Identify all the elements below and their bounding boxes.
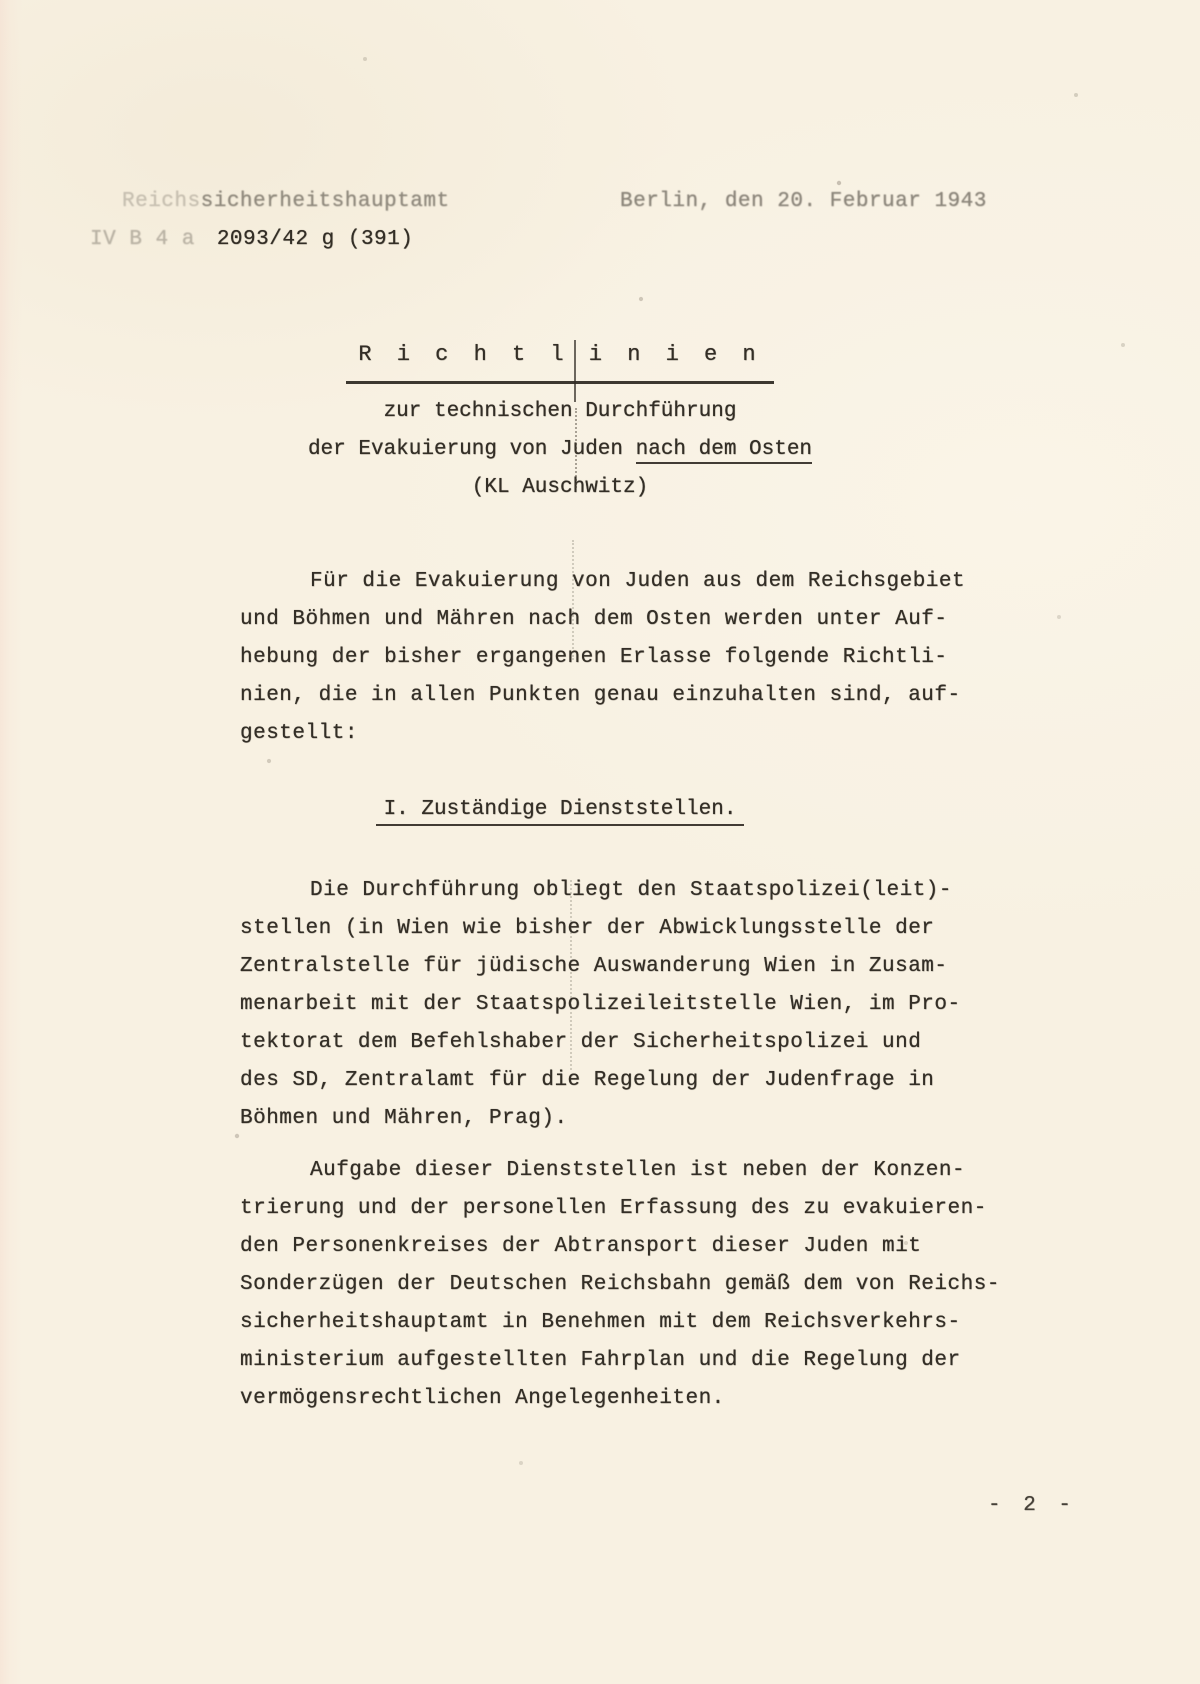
- paragraph-line: gestellt:: [240, 722, 358, 745]
- paragraph-line: Für die Evakuierung von Juden aus dem Reichsgebiet: [310, 570, 966, 593]
- paragraph-line: Sonderzügen der Deutschen Reichsbahn gemäß dem von Reichs-: [240, 1273, 1000, 1296]
- paragraph-line: vermögensrechtlichen Angelegenheiten.: [240, 1387, 725, 1410]
- paragraph-line: hebung der bisher ergangenen Erlasse folgende Richtli-: [240, 646, 948, 669]
- title-subtitle-line-1: zur technischen Durchführung: [383, 400, 737, 423]
- paragraph-line: menarbeit mit der Staatspolizeileitstelle Wien, im Pro-: [240, 993, 961, 1016]
- paragraph-line: stellen (in Wien wie bisher der Abwicklungsstelle der: [240, 917, 935, 940]
- paragraph-line: Die Durchführung obliegt den Staatspolizei(leit)-: [310, 879, 953, 902]
- paragraph-line: des SD, Zentralamt für die Regelung der Judenfrage in: [240, 1069, 935, 1092]
- file-reference-faded-prefix: IV B 4 a: [90, 228, 195, 251]
- fold-crease-mark: [574, 340, 576, 402]
- paragraph-line: Böhmen und Mähren, Prag).: [240, 1107, 568, 1130]
- camp-designation: (KL Auschwitz): [471, 476, 649, 499]
- paragraph-line: ministerium aufgestellten Fahrplan und die Regelung der: [240, 1349, 961, 1372]
- title-subtitle-underlined-phrase: nach dem Osten: [636, 438, 812, 464]
- fold-crease-dotted: [575, 408, 577, 488]
- document-title-text: R i c h t l i n i e n: [346, 336, 773, 384]
- paragraph-line: und Böhmen und Mähren nach dem Osten werden unter Auf-: [240, 608, 948, 631]
- section-heading: [60, 798, 1060, 821]
- file-reference: [90, 228, 413, 251]
- paragraph-line: tektorat dem Befehlshaber der Sicherheitspolizei und: [240, 1031, 922, 1054]
- paragraph-line: Aufgabe dieser Dienststellen ist neben der Konzen-: [310, 1159, 966, 1182]
- file-reference-number: 2093/42 g (391): [216, 228, 414, 251]
- letterhead-org-legible-part: sicherheitshauptamt: [200, 190, 450, 213]
- fold-crease-dotted: [570, 880, 572, 1070]
- body-paragraph-2: [240, 872, 961, 1138]
- document-title: [60, 336, 1060, 384]
- body-paragraph-3: [240, 1152, 1000, 1418]
- paragraph-line: sicherheitshauptamt in Benehmen mit dem Reichsverkehrs-: [240, 1311, 961, 1334]
- paragraph-line: Zentralstelle für jüdische Auswanderung Wien in Zusam-: [240, 955, 948, 978]
- document-title-block: [60, 336, 1060, 507]
- body-paragraph-1: [240, 563, 965, 753]
- paper-specks: [0, 0, 2, 2]
- section-heading-text: I. Zuständige Dienststellen.: [376, 798, 745, 826]
- paragraph-line: den Personenkreises der Abtransport dieser Juden mit: [240, 1235, 922, 1258]
- paragraph-line: trierung und der personellen Erfassung des zu evakuieren-: [240, 1197, 987, 1220]
- letterhead-org-faded-part: Reichs: [122, 190, 201, 213]
- title-subtitle-line-2: [60, 431, 1060, 469]
- dateline: Berlin, den 20. Februar 1943: [620, 190, 987, 213]
- fold-crease-dotted: [572, 540, 574, 660]
- letterhead-org: [122, 190, 450, 213]
- paragraph-line: nien, die in allen Punkten genau einzuhalten sind, auf-: [240, 684, 961, 707]
- page-number: - 2 -: [988, 1494, 1077, 1517]
- title-subtitle-line-2-text: der Evakuierung von Juden: [307, 438, 636, 461]
